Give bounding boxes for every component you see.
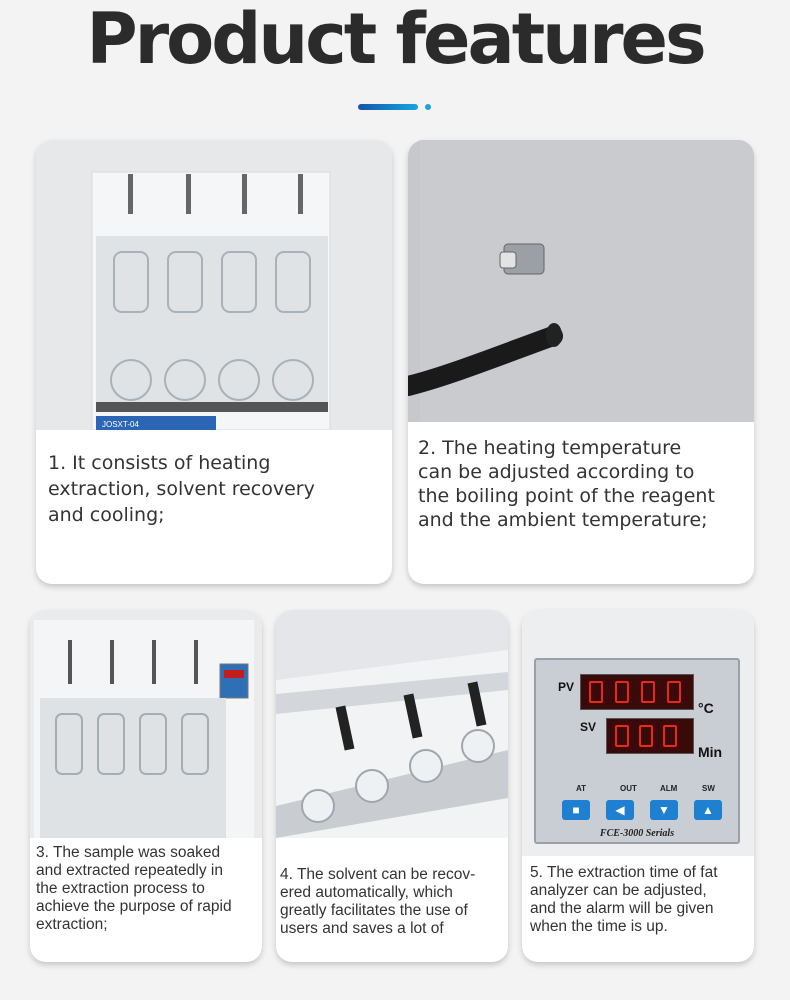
caption-line: greatly facilitates the use of — [280, 902, 468, 919]
feature-caption-3 — [36, 844, 232, 934]
indicator-sw: SW — [702, 784, 715, 793]
feature-caption-5 — [530, 864, 718, 936]
led-digit — [615, 681, 629, 703]
caption-line: achieve the purpose of rapid — [36, 898, 232, 915]
heater-rear-photo — [408, 140, 754, 422]
caption-line: 5. The extraction time of fat — [530, 864, 718, 881]
title-accent-bar — [358, 104, 418, 110]
indicator-out: OUT — [620, 784, 637, 793]
front-label-text: JOSXT-04 — [102, 420, 139, 429]
caption-line: ered automatically, which — [280, 884, 453, 901]
led-digit — [639, 725, 653, 747]
sv-display — [606, 718, 694, 754]
feature-card-5 — [522, 610, 754, 962]
solvent-recovery-photo — [276, 610, 508, 838]
solvent-recovery-illustration — [276, 610, 508, 838]
caption-line: analyzer can be adjusted, — [530, 882, 707, 899]
caption-line: and extracted repeatedly in — [36, 862, 223, 879]
up-button[interactable]: ▲ — [694, 800, 722, 820]
caption-line: extraction; — [36, 916, 108, 933]
led-digit — [663, 725, 677, 747]
caption-line: 3. The sample was soaked — [36, 844, 221, 861]
controller-brand: FCE-3000 Serials — [599, 828, 675, 839]
feature-caption-4 — [280, 866, 475, 938]
left-button[interactable]: ◀ — [606, 800, 634, 820]
controller-panel — [534, 658, 740, 844]
led-digit — [615, 725, 629, 747]
time-unit-label: Min — [698, 744, 723, 760]
down-button[interactable]: ▼ — [650, 800, 678, 820]
caption-line: 1. It consists of heating — [48, 452, 271, 474]
feature-card-4 — [276, 610, 508, 962]
heater-rear-illustration — [408, 140, 754, 422]
caption-line: extraction, solvent recovery — [48, 478, 315, 500]
caption-line: and the ambient temperature; — [418, 509, 708, 531]
caption-line: 2. The heating temperature — [418, 437, 682, 459]
caption-line: can be adjusted according to — [418, 461, 695, 483]
pv-label: PV — [558, 680, 575, 694]
feature-caption-2 — [418, 436, 715, 532]
caption-line: 4. The solvent can be recov- — [280, 866, 476, 883]
extractor-side-illustration — [30, 610, 262, 838]
feature-card-2 — [408, 140, 754, 584]
temp-unit-label: °C — [698, 700, 714, 716]
pv-display — [580, 674, 694, 710]
sv-label: SV — [580, 720, 597, 734]
led-digit — [589, 681, 603, 703]
page-title: Product features — [86, 0, 704, 80]
controller-photo — [522, 610, 754, 856]
indicator-at: AT — [576, 784, 587, 793]
extractor-front-illustration — [36, 140, 392, 430]
caption-line: when the time is up. — [530, 918, 668, 935]
indicator-alm: ALM — [660, 784, 678, 793]
extractor-front-photo — [36, 140, 392, 430]
extractor-side-photo — [30, 610, 262, 838]
caption-line: users and saves a lot of — [280, 920, 444, 937]
caption-line: and the alarm will be given — [530, 900, 714, 917]
caption-line: and cooling; — [48, 504, 165, 526]
caption-line: the boiling point of the reagent — [418, 485, 715, 507]
feature-caption-1 — [48, 450, 315, 528]
led-digit — [641, 681, 655, 703]
feature-card-3 — [30, 610, 262, 962]
caption-line: the extraction process to — [36, 880, 205, 897]
title-accent-dot — [425, 104, 431, 110]
feature-card-1 — [36, 140, 392, 584]
set-button[interactable]: ■ — [562, 800, 590, 820]
led-digit — [667, 681, 681, 703]
